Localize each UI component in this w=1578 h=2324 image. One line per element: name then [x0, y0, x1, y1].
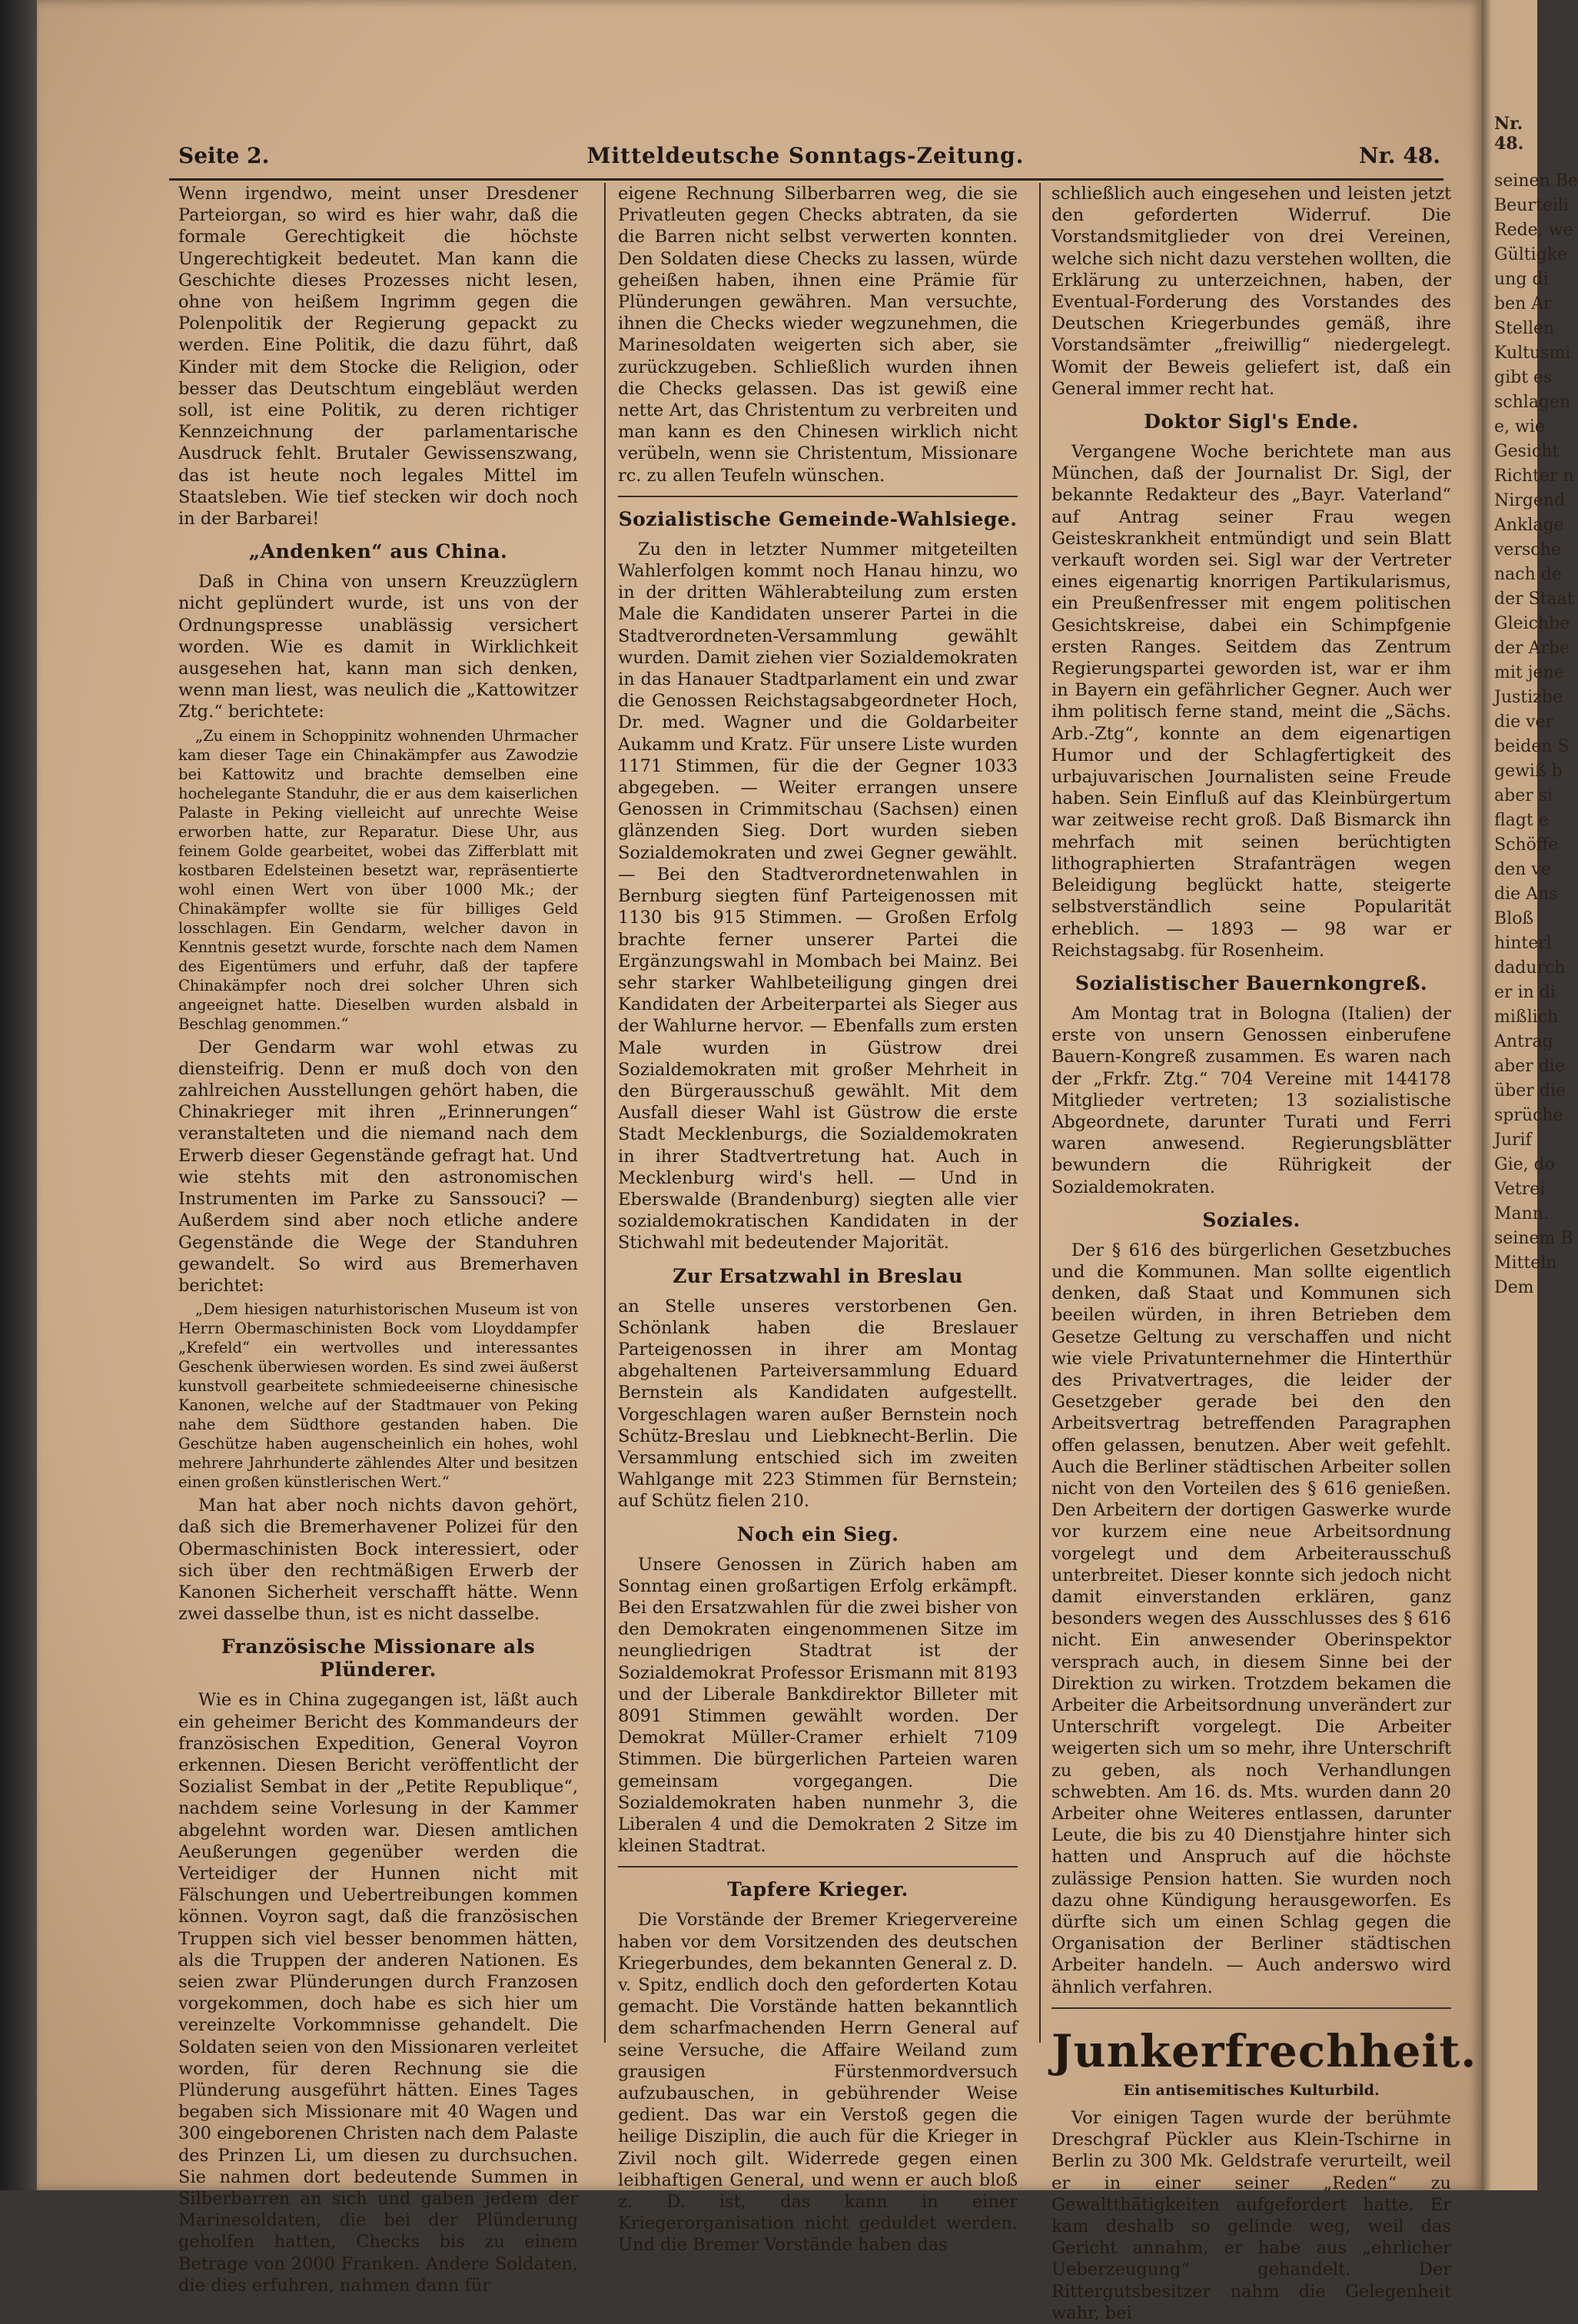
article-heading: Sozialistische Gemeinde-Wahlsiege. [618, 507, 1018, 530]
adjacent-page-line: Vetrei [1494, 1180, 1546, 1199]
adjacent-page-line: Gesicht [1494, 442, 1560, 461]
article-text: schließlich auch eingesehen und leisten jetzt den geforderten Widerruf. Die Vorstandsmitglieder von drei Vereinen, welche sich nicht dazu verstehen wollten, die Erklärung zu unterzeichnen, haben, der Eventual-Forderung des Vorstandes des Deutschen Kriegerbundes gemäß, ihre Vorstandsämter „freiwillig“ niedergelegt. Womit der Beweis geliefert ist, daß ein General immer recht hat. [1051, 184, 1452, 399]
article-text: Wenn irgendwo, meint unser Dresdener Parteiorgan, so wird es hier wahr, daß die formale Gerechtigkeit die höchste Ungerechtigkeit bedeutet. Man kann die Geschichte dieses Prozesses nicht lesen, ohne von heißem Ingrimm gegen die Polenpolitik der Regierung gepackt zu werden. Eine Politik, die dazu führt, daß Kinder mit dem Stocke die Religion, oder besser das Deutschtum eingebläut werden soll, ist eine Politik, zu deren richtiger Kennzeichnung der parlamentarische Ausdruck fehlt. Brutaler Gewissenszwang, das ist heute noch legales Mittel im Staatsleben. Wie tief stecken wir doch noch in der Barbarei! [178, 184, 578, 530]
article-text: Der § 616 des bürgerlichen Gesetzbuches und die Kommunen. Man sollte eigentlich denken, daß Staat und Kommunen sich beeilen würden, in ihren Betrieben dem Gesetze Geltung zu verschaffen und nicht wie viele Privatunternehmer die Hinterthür des Privatvertrages, die leider der Gesetzgeber gerade bei den den Arbeitsvertrag betreffenden Paragraphen offen gelassen, benutzen. Aber weit gefehlt. Auch die Berliner städtischen Arbeiter sollen nicht von den Vorteilen des § 616 genießen. Den Arbeitern der dortigen Gaswerke wurde vor kurzem eine neue Arbeitsordnung vorgelegt und dem Arbeiterausschuß unterbreitet. Dieser konnte sich jedoch nicht damit einverstanden erklären, ganz besonders wegen des Ausschlusses des § 616 nicht. Ein anwesender Oberinspektor versprach auch, in diesem Sinne bei der Direktion zu wirken. Trotzdem bekamen die Arbeiter die Arbeitsordnung unverändert zur Unterschrift vorgelegt. Die Arbeiter weigerten sich um so mehr, ihre Unterschrift zu geben, als noch Verhandlungen schwebten. Am 16. ds. Mts. wurden dann 20 Arbeiter ohne Weiteres entlassen, darunter Leute, die bis zu 40 Dienstjahre hinter sich hatten und Anspruch auf die höchste zulässige Pension hatten. Sie wurden noch dazu ohne Kündigung herausgeworfen. Es dürfte sich um einen Schlag gegen die Organisation der Berliner städtischen Arbeiter handeln. — Auch anderswo wird ähnlich verfahren. [1051, 1240, 1451, 1997]
adjacent-page-line: Antrag [1494, 1032, 1553, 1051]
column-2 [618, 183, 1018, 2256]
adjacent-page-line: ben Ar [1494, 294, 1552, 314]
column-3 [1051, 183, 1477, 2323]
book-binding-edge [0, 0, 37, 2190]
adjacent-page-line: Schöffe [1494, 835, 1559, 855]
quotation: „Zu einem in Schoppinitz wohnenden Uhrmacher kam dieser Tage ein Chinakämpfer aus Zawodzie bei Kattowitz und brachte demselben eine hochelegante Standuhr, die er aus dem kaiserlichen Palaste in Peking vielleicht auf unrechte Weise erworben hatte, zur Reparatur. Diese Uhr, aus feinem Golde gearbeitet, wobei das Zifferblatt mit kostbaren Edelsteinen besetzt war, repräsentierte wohl einen Wert von über 1000 Mk.; der Chinakämpfer wollte sie für billiges Geld losschlagen. Ein Gendarm, welcher davon in Kenntnis gesetzt wurde, forschte nach dem Namen des Eigentümers und erfuhr, daß der tapfere Chinakämpfer noch drei solcher Uhren sich angeeignet hatte. Dieselben wurden alsbald in Beschlag genommen.“ [178, 726, 578, 1033]
article-heading: Tapfere Krieger. [727, 1878, 909, 1901]
adjacent-page-line: Beurteili [1494, 196, 1569, 215]
adjacent-page-line: gibt es [1494, 368, 1553, 387]
adjacent-page-line: flagt e [1494, 811, 1549, 830]
adjacent-page-line: Justizbe [1494, 688, 1563, 707]
article-heading: Zur Ersatzwahl in Breslau [673, 1264, 963, 1287]
adjacent-page-line: Mitteln [1494, 1253, 1557, 1273]
adjacent-page-line: Bloß [1494, 909, 1534, 928]
article-text: Zu den in letzter Nummer mitgeteilten Wahlerfolgen kommt noch Hanau hinzu, wo in der dritten Wählerabteilung zum ersten Male die Kandidaten unserer Partei in die Stadtverordneten-Versammlung gewählt wurden. Damit ziehen vier Sozialdemokraten in das Hanauer Stadtparlament ein und zwar die Genossen Reichstagsabgeordneter Hoch, Dr. med. Wagner und die Goldarbeiter Aukamm und Kratz. Für unsere Liste wurden 1171 Stimmen, für die der Gegner 1033 abgegeben. — Weiter errangen unsere Genossen in Crimmitschau (Sachsen) einen glänzenden Sieg. Dort wurden sieben Sozialdemokraten und zwei Gegner gewählt. — Bei den Stadtverordnetenwahlen in Bernburg siegten fünf Parteigenossen mit 1130 bis 915 Stimmen. — Großen Erfolg brachte ferner unserer Partei die Ergänzungswahl in Mombach bei Mainz. Bei sehr starker Wahlbeteiligung gingen drei Kandidaten der Arbeiterpartei als Sieger aus der Wahlurne hervor. — Ebenfalls zum ersten Male wurden in Güstrow drei Sozialdemokraten mit großer Mehrheit in den Bürgerausschuß gewählt. Mit dem Ausfall dieser Wahl ist Güstrow die erste Stadt Mecklenburgs, die Sozialdemokraten in ihrer Stadtvertretung hat. Auch in Mecklenburg wird's hell. — Und in Eberswalde (Brandenburg) siegten alle vier sozialdemokratischen Kandidaten in der Stichwahl mit bedeutender Majorität. [618, 539, 1018, 1253]
article-text: an Stelle unseres verstorbenen Gen. Schönlank haben die Breslauer Parteigenossen in ihrer am Montag abgehaltenen Parteiversammlung Eduard Bernstein als Kandidaten aufgestellt. Vorgeschlagen waren außer Bernstein noch Schütz-Breslau und Liebknecht-Berlin. Die Versammlung entschied sich im zweiten Wahlgange mit 223 Stimmen für Bernstein; auf Schütz fielen 210. [618, 1296, 1018, 1512]
feature-subtitle: Ein antisemitisches Kulturbild. [1123, 2081, 1380, 2099]
adjacent-page-line: über die [1494, 1081, 1566, 1101]
page-number: Seite 2. [178, 143, 270, 168]
issue-number: Nr. 48. [1359, 143, 1440, 168]
adjacent-page-line: den ve [1494, 860, 1551, 879]
adjacent-page-line: Mann. [1494, 1204, 1549, 1223]
adjacent-page-line: schlagen [1494, 393, 1571, 412]
article-text: Vor einigen Tagen wurde der berühmte Dreschgraf Pückler aus Klein-Tschirne in Berlin zu 300 Mk. Geldstrafe verurteilt, weil er in einer seiner „Reden“ zu Gewaltthätigkeiten aufgefordert hatte. Er kam deshalb so gelinde weg, weil das Gericht annahm, er habe aus „ehrlicher Ueberzeugung“ gehandelt. Der Rittergutsbesitzer nahm die Gelegenheit wahr, bei [1051, 2108, 1451, 2323]
adjacent-issue-number: Nr. 48. [1494, 114, 1524, 154]
adjacent-page-line: die ver [1494, 712, 1554, 732]
column-1 [178, 183, 578, 2296]
adjacent-page-line: mißlich [1494, 1008, 1559, 1027]
article-heading: Sozialistischer Bauernkongreß. [1075, 971, 1428, 994]
adjacent-page-line: Anklage [1494, 516, 1564, 535]
adjacent-page-edge [1482, 0, 1578, 2190]
article-text: Der Gendarm war wohl etwas zu diensteifrig. Denn er muß doch von den zahlreichen Ausstellungen gehört haben, die Chinakrieger mit ihren „Erinnerungen“ veranstalteten und die niemand nach dem Erwerb dieser Gegenstände gefragt hat. Und wie stehts mit den astronomischen Instrumenten im Parke zu Sanssouci? — Außerdem sind aber noch etliche andere Gegenstände die Wege der Standuhren gewandelt. So wird aus Bremerhaven berichtet: [178, 1037, 578, 1296]
adjacent-page-line: e, wie [1494, 417, 1545, 437]
adjacent-page-line: Jurif [1494, 1130, 1532, 1150]
article-text: Am Montag trat in Bologna (Italien) der erste von unsern Genossen einberufene Bauern-Kongreß zusammen. Es waren nach der „Frkfr. Ztg.“ 704 Vereine mit 144178 Mitglieder vertreten; 13 sozialistische Abgeordnete, darunter Turati und Ferri waren anwesend. Regierungsblätter bewundern die Rührigkeit der Sozialdemokraten. [1051, 1003, 1451, 1197]
adjacent-page-line: der Staat [1494, 589, 1574, 609]
adjacent-page-line: Stellen [1494, 319, 1555, 338]
column-divider [1039, 183, 1041, 2043]
adjacent-page-line: die Ans [1494, 885, 1558, 904]
article-separator [618, 1866, 1018, 1868]
adjacent-page-line: nach de [1494, 565, 1562, 584]
adjacent-page-line: gewiß b [1494, 762, 1563, 781]
adjacent-page-line: sprüche [1494, 1106, 1563, 1125]
adjacent-page-line: versche [1494, 540, 1561, 559]
article-heading: Doktor Sigl's Ende. [1144, 410, 1359, 433]
feature-title: Junkerfrechheit. [1051, 2024, 1477, 2077]
adjacent-page-line: hinterl [1494, 934, 1552, 953]
adjacent-page-text [1482, 169, 1578, 1300]
adjacent-page-line: ung di [1494, 270, 1549, 289]
quotation: „Dem hiesigen naturhistorischen Museum ist von Herrn Obermaschinisten Bock vom Lloyddampfer „Krefeld“ ein wertvolles und interessantes Geschenk überwiesen worden. Es sind zwei äußerst kunstvoll gearbeitete schmiedeeiserne chinesische Kanonen, welche auf der Stadtmauer von Peking nahe dem Südthore gestanden haben. Die Geschütze haben augenscheinlich ein hohes, wohl mehrere Jahrhunderte zählendes Alter und besitzen einen großen künstlerischen Wert.“ [178, 1300, 578, 1492]
newspaper-title: Mitteldeutsche Sonntags-Zeitung. [586, 143, 1025, 168]
article-separator [1051, 2007, 1451, 2009]
adjacent-page-line: mit jene [1494, 663, 1564, 682]
adjacent-page-line: beiden S [1494, 737, 1570, 756]
header-rule [169, 178, 1443, 181]
column-divider [604, 183, 606, 2043]
adjacent-page-line: seinem B [1494, 1229, 1573, 1248]
adjacent-page-line: Rede, we [1494, 221, 1573, 240]
adjacent-page-line: Gie, do [1494, 1155, 1555, 1174]
adjacent-page-line: der Arbe [1494, 639, 1570, 658]
adjacent-page-line: Nirgend [1494, 491, 1566, 510]
adjacent-page-line: dadurch [1494, 958, 1566, 978]
article-heading: „Andenken“ aus China. [248, 540, 508, 563]
article-text: Unsere Genossen in Zürich haben am Sonntag einen großartigen Erfolg erkämpft. Bei den Ersatzwahlen für die zwei bisher von den Demokraten eingenommenen Sitze im neungliedrigen Stadtrat ist der Sozialdemokrat Professor Erismann mit 8193 und der Liberale Bankdirektor Billeter mit 8091 Stimmen gewählt worden. Der Demokrat Müller-Cramer erhielt 7109 Stimmen. Die bürgerlichen Parteien waren gemeinsam vorgegangen. Die Sozialdemokraten haben nunmehr 3, die Liberalen 4 und die Demokraten 2 Sitze im kleinen Stadtrat. [618, 1554, 1018, 1857]
article-heading: Noch ein Sieg. [736, 1522, 899, 1545]
page-header [163, 143, 1448, 174]
adjacent-page-line: Kultusmi [1494, 344, 1571, 363]
article-text: Die Vorstände der Bremer Kriegervereine haben vor dem Vorsitzenden des deutschen Kriegerbundes, dem bekannten General z. D. v. Spitz, endlich doch den geforderten Kotau gemacht. Die Vorstände hatten bekanntlich dem scharfmachenden Herrn General auf seine Versuche, die Affaire Weiland zum grausigen Fürstenmordversuch aufzubauschen, in gebührender Weise gedient. Das war ein Verstoß gegen die heilige Disziplin, die auch für die Krieger in Zivil noch gilt. Widerrede gegen einen leibhaftigen General, und wenn er auch bloß z. D. ist, das kann in einer Kriegerorganisation nicht geduldet werden. Und die Bremer Vorstände haben das [618, 1910, 1018, 2256]
article-text: Vergangene Woche berichtete man aus München, daß der Journalist Dr. Sigl, der bekannte Redakteur des „Bayr. Vaterland“ auf Antrag seiner Frau wegen Geisteskrankheit entmündigt und sein Blatt verkauft worden sei. Sigl war der Vertreter eines eigenartig knorrigen Partikularismus, ein Preußenfresser mit engem politischen Gesichtskreise, dabei ein Schimpfgenie ersten Ranges. Seitdem das Zentrum Regierungspartei geworden ist, war er ihm in Bayern ein gefährlicher Gegner. Auch wer ihm politisch ferne stand, meint die „Sächs. Arb.-Ztg“, konnte an dem eigenartigen Humor und der Schlagfertigkeit des urbajuvarischen Journalisten seine Freude haben. Sein Einfluß auf das Kleinbürgertum war zeitweise recht groß. Daß Bismarck ihn mehrfach mit seinen berüchtigten lithographierten Strafanträgen wegen Beleidigung beglückt hatte, steigerte selbstverständlich seine Popularität erheblich. — 1893 — 98 war er Reichstagsabg. für Rosenheim. [1051, 442, 1451, 961]
article-text: Wie es in China zugegangen ist, läßt auch ein geheimer Bericht des Kommandeurs der französischen Expedition, General Voyron erkennen. Diesen Bericht veröffentlicht der Sozialist Sembat in der „Petite Republique“, nachdem seine Vorlesung in der Kammer abgelehnt worden war. Diesen amtlichen Aeußerungen gegenüber werden die Verteidiger der Hunnen nicht mit Fälschungen und Uebertreibungen kommen können. Voyron sagt, daß die französischen Truppen sich viel besser benommen hätten, als die Truppen der anderen Nationen. Es seien zwar Plünderungen durch Franzosen vorgekommen, doch habe es sich hier um vereinzelte Vorkommnisse gehandelt. Die Soldaten seien von den Missionaren verleitet worden, für deren Rechnung sie die Plünderung ausgeführt hätten. Eines Tages begaben sich Missionare mit 40 Wagen und 300 eingeborenen Christen nach dem Palaste des Prinzen Li, um diesen zu durchsuchen. Sie nahmen dort bedeutende Summen in Silberbarren an sich und gaben jedem der Marinesoldaten, die bei der Plünderung geholfen hatten, Checks bis zu einem Betrage von 2000 Franken. Andere Soldaten, die dies erfuhren, nahmen dann für [178, 1690, 578, 2296]
adjacent-page-line: Dem [1494, 1278, 1534, 1297]
article-heading: Soziales. [1202, 1208, 1301, 1231]
article-heading: Französische Missionare als Plünderer. [221, 1635, 536, 1682]
article-separator [618, 496, 1018, 497]
article-text: Man hat aber noch nichts davon gehört, daß sich die Bremerhavener Polizei für den Obermaschinisten Bock interessiert, oder sich über den rechtmäßigen Erwerb der Kanonen Sicherheit verschafft hätte. Wenn zwei dasselbe thun, ist es nicht dasselbe. [178, 1496, 578, 1625]
adjacent-page-line: Richter n [1494, 466, 1574, 486]
adjacent-page-line: Gleichbe [1494, 614, 1570, 633]
article-text: Daß in China von unsern Kreuzzüglern nicht geplündert wurde, ist uns von der Ordnungspresse unablässig versichert worden. Wie es damit in Wirklichkeit ausgesehen hat, kann man sich denken, wenn man liest, was neulich die „Kattowitzer Ztg.“ berichtete: [178, 572, 578, 722]
adjacent-page-line: er in di [1494, 983, 1556, 1002]
adjacent-page-line: aber si [1494, 786, 1553, 805]
article-text: eigene Rechnung Silberbarren weg, die sie Privatleuten gegen Checks abtraten, da sie die Barren nicht selbst verwerten konnten. Den Soldaten diese Checks zu lassen, würde geheißen haben, ihnen eine Prämie für Plünderungen gewähren. Man versuchte, ihnen die Checks wieder wegzunehmen, die Marinesoldaten weigerten sich aber, sie zurückzugeben. Schließlich wurden ihnen die Checks gelassen. Das ist gewiß eine nette Art, das Christentum zu verbreiten und man kann es den Chinesen wirklich nicht verübeln, wenn sie Christentum, Missionare rc. zu allen Teufeln wünschen. [618, 184, 1018, 486]
adjacent-page-line: Gültigke [1494, 245, 1568, 264]
adjacent-page-line: aber die [1494, 1057, 1565, 1076]
adjacent-page-line: seinen Be [1494, 171, 1578, 191]
